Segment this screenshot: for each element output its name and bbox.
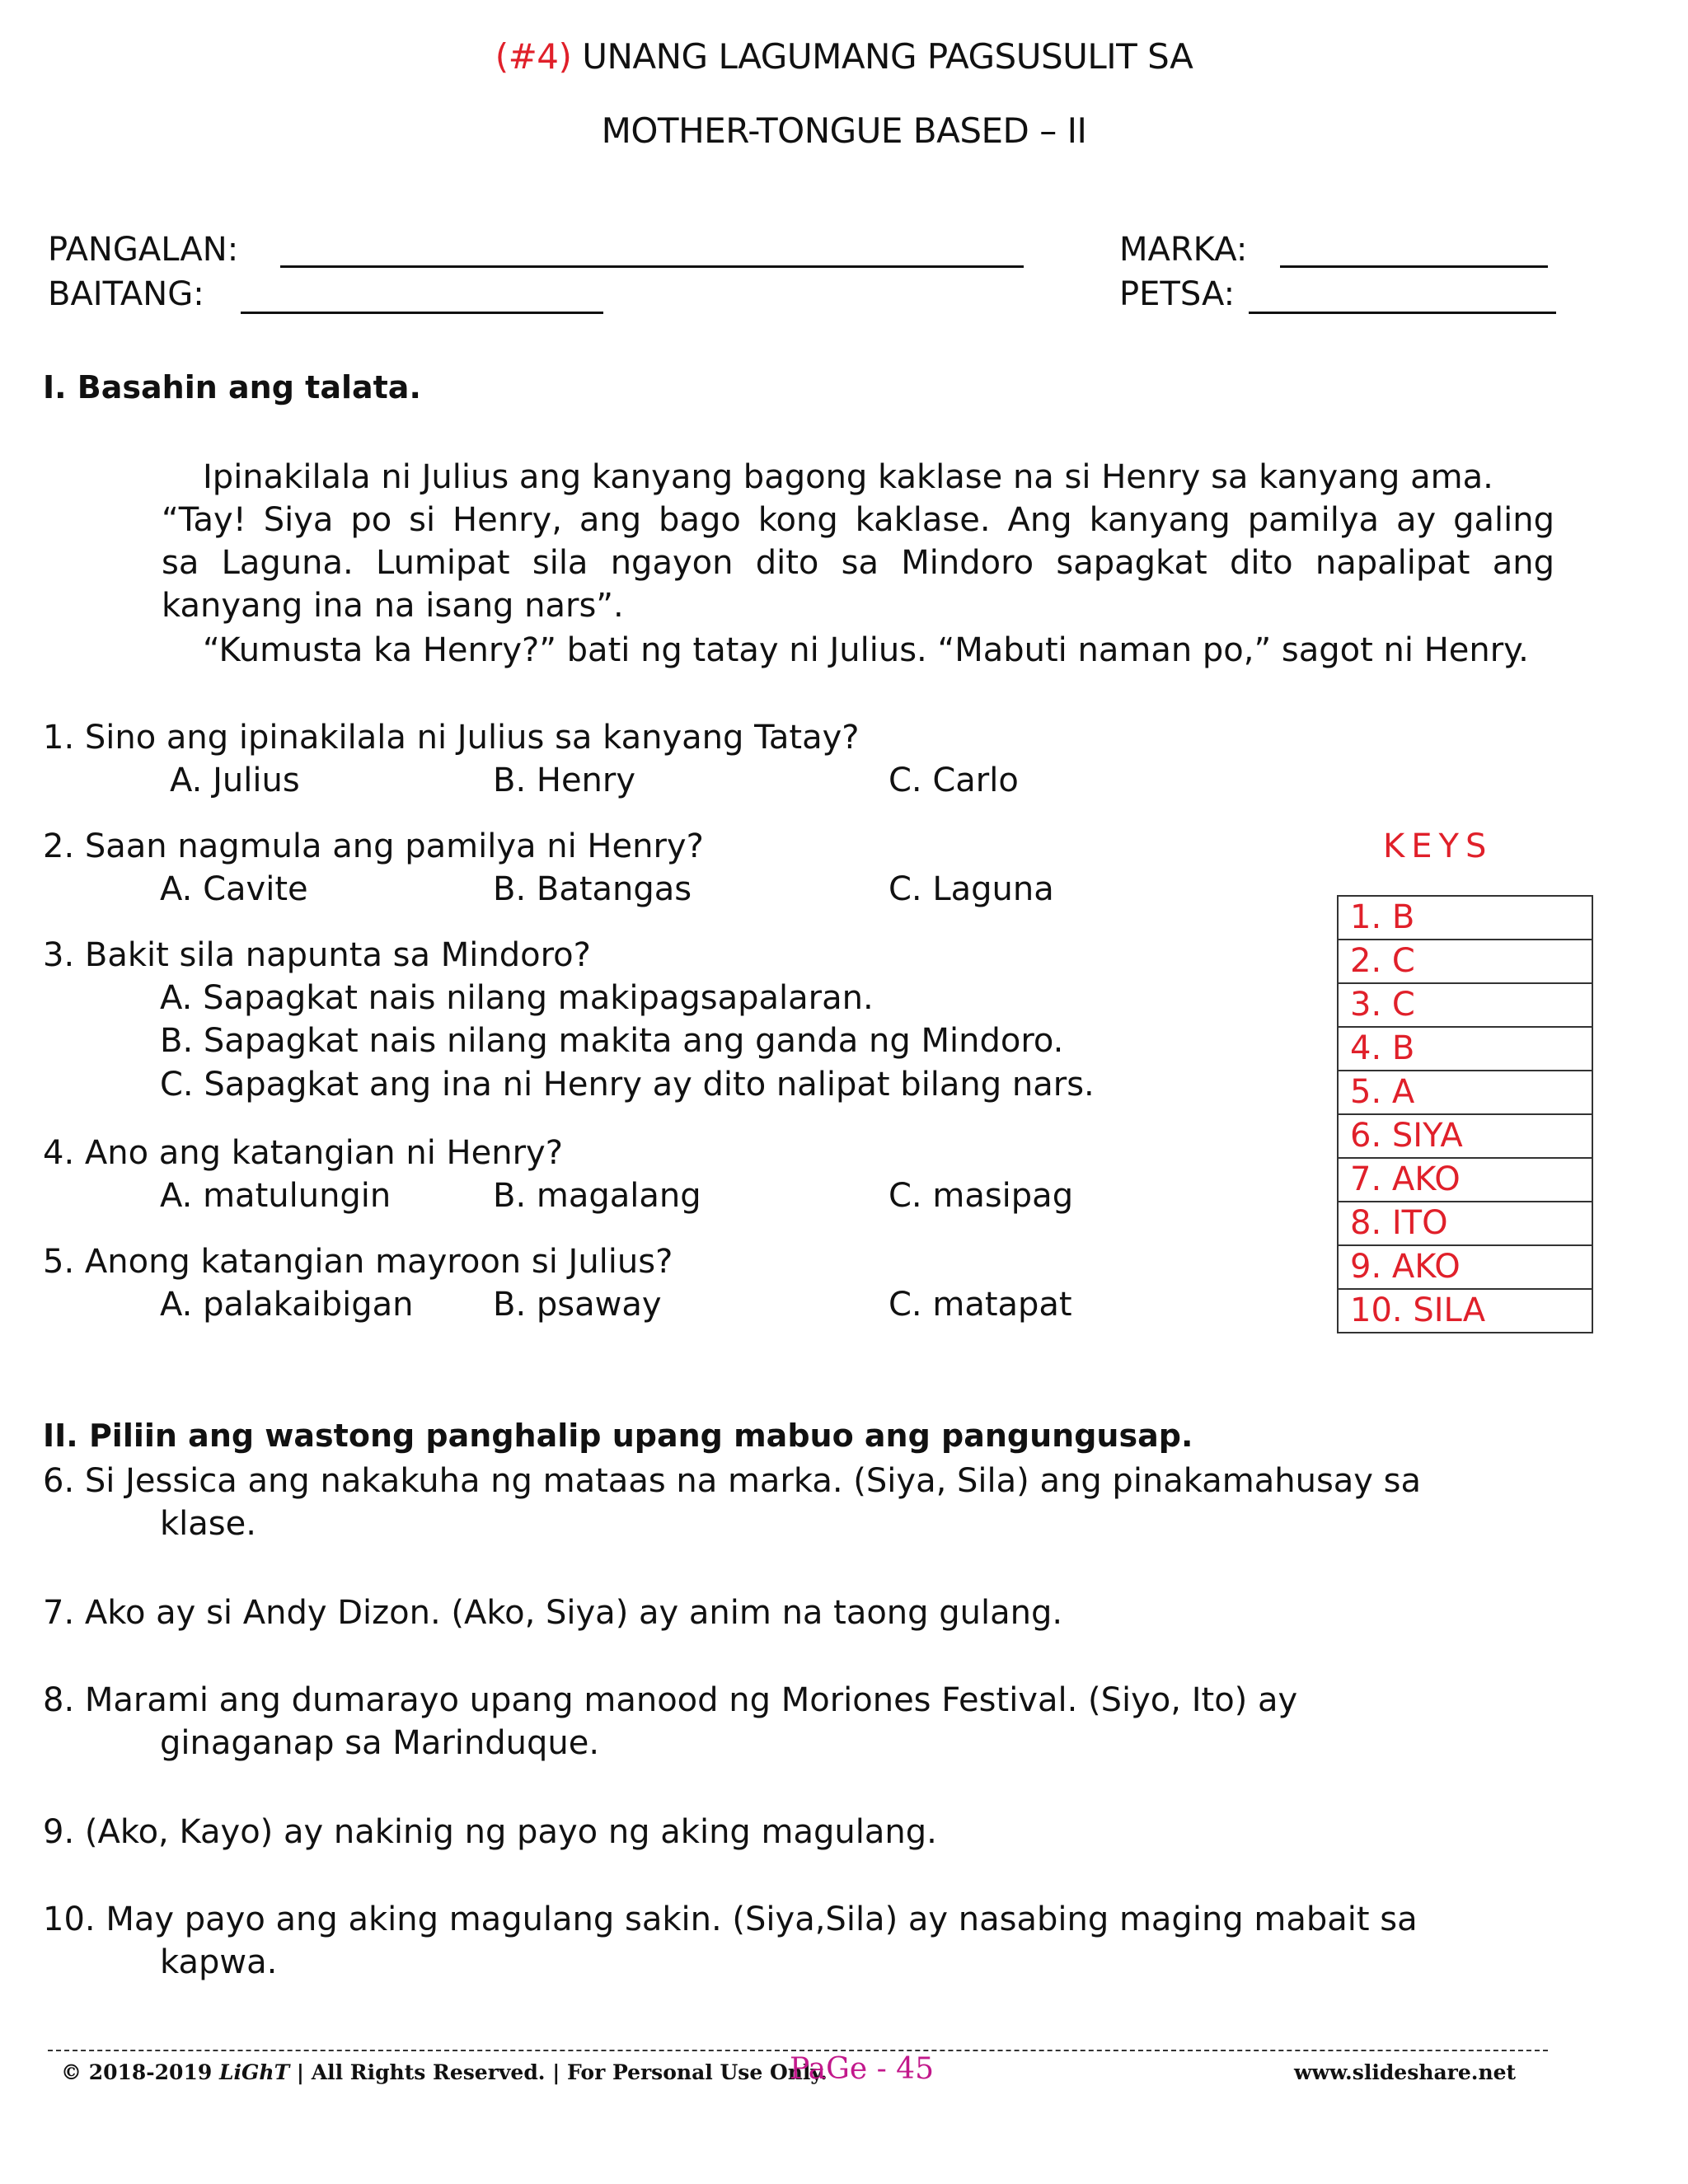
answer-key-cell: 9. AKO (1338, 1245, 1592, 1289)
answer-key-row (1338, 1245, 1592, 1289)
date-label: PETSA: (1119, 275, 1236, 313)
question-1: 1. Sino ang ipinakilala ni Julius sa kanyang Tatay? (43, 719, 860, 757)
item-10: 10. May payo ang aking magulang sakin. (Siya,Sila) ay nasabing maging mabait sa (43, 1900, 1418, 1938)
choice-4c: C. masipag (889, 1177, 1074, 1215)
choice-3b: B. Sapagkat nais nilang makita ang ganda ng Mindoro. (160, 1022, 1064, 1060)
answer-key-cell: 8. ITO (1338, 1202, 1592, 1245)
paragraph-line: kanyang ina na isang nars”. (162, 587, 624, 625)
name-label: PANGALAN: (48, 231, 239, 269)
grade-field[interactable] (241, 312, 603, 314)
item-10-cont: kapwa. (160, 1943, 278, 1981)
answer-key-cell: 4. B (1338, 1027, 1592, 1071)
item-6: 6. Si Jessica ang nakakuha ng mataas na marka. (Siya, Sila) ang pinakamahusay sa (43, 1462, 1422, 1500)
question-3: 3. Bakit sila napunta sa Mindoro? (43, 936, 591, 974)
answer-key-cell: 5. A (1338, 1071, 1592, 1114)
answer-key-cell: 3. C (1338, 983, 1592, 1027)
answer-key-cell: 7. AKO (1338, 1158, 1592, 1202)
score-field[interactable] (1280, 265, 1548, 268)
choice-1b: B. Henry (493, 762, 636, 799)
section1-heading: I. Basahin ang talata. (43, 369, 421, 405)
brand-name: LiGhT (218, 2060, 290, 2084)
answer-key-cell: 1. B (1338, 896, 1592, 940)
grade-label: BAITANG: (48, 275, 204, 313)
answer-key-cell: 6. SIYA (1338, 1114, 1592, 1158)
choice-4b: B. magalang (493, 1177, 701, 1215)
keys-title: KEYS (1383, 827, 1493, 865)
answer-key-row (1338, 1202, 1592, 1245)
answer-key-row (1338, 1289, 1592, 1333)
answer-key-table (1337, 895, 1593, 1333)
choice-1a: A. Julius (170, 762, 300, 799)
choice-2b: B. Batangas (493, 870, 692, 908)
item-7: 7. Ako ay si Andy Dizon. (Ako, Siya) ay anim na taong gulang. (43, 1594, 1063, 1632)
item-8: 8. Marami ang dumarayo upang manood ng Moriones Festival. (Siyo, Ito) ay (43, 1681, 1298, 1719)
paragraph-line: “Kumusta ka Henry?” bati ng tatay ni Julius. “Mabuti naman po,” sagot ni Henry. (203, 631, 1529, 669)
question-4: 4. Ano ang katangian ni Henry? (43, 1134, 563, 1172)
choice-1c: C. Carlo (889, 762, 1019, 799)
answer-key-cell: 10. SILA (1338, 1289, 1592, 1333)
copyright-text: © 2018-2019 (61, 2060, 213, 2084)
choice-3a: A. Sapagkat nais nilang makipagsapalaran. (160, 979, 874, 1017)
answer-key-row (1338, 940, 1592, 983)
date-field[interactable] (1249, 312, 1556, 314)
choice-5a: A. palakaibigan (160, 1286, 414, 1324)
worksheet-number: (#4) (495, 36, 572, 77)
answer-key-row (1338, 1071, 1592, 1114)
item-8-cont: ginaganap sa Marinduque. (160, 1724, 600, 1762)
choice-4a: A. matulungin (160, 1177, 392, 1215)
title-line1: UNANG LAGUMANG PAGSUSULIT SA (582, 36, 1193, 77)
footer-site-link[interactable]: www.slideshare.net (1294, 2060, 1517, 2084)
paragraph-line: sa Laguna. Lumipat sila ngayon dito sa Mindoro sapagkat dito napalipat ang (162, 544, 1554, 582)
item-9: 9. (Ako, Kayo) ay nakinig ng payo ng aking magulang. (43, 1813, 937, 1851)
score-label: MARKA: (1119, 231, 1248, 269)
choice-2c: C. Laguna (889, 870, 1054, 908)
choice-3c: C. Sapagkat ang ina ni Henry ay dito nalipat bilang nars. (160, 1066, 1095, 1104)
answer-key-cell: 2. C (1338, 940, 1592, 983)
worksheet-subtitle: MOTHER-TONGUE BASED – II (601, 110, 1087, 151)
choice-2a: A. Cavite (160, 870, 308, 908)
footer-divider (48, 2050, 1548, 2051)
page-number: PaGe - 45 (790, 2052, 934, 2086)
paragraph-line: “Tay! Siya po si Henry, ang bago kong kaklase. Ang kanyang pamilya ay galing (162, 501, 1554, 539)
section2-heading: II. Piliin ang wastong panghalip upang mabuo ang pangungusap. (43, 1418, 1193, 1454)
rights-text: | All Rights Reserved. | For Personal Use Only. (296, 2060, 828, 2084)
answer-key-row (1338, 896, 1592, 940)
answer-key-row (1338, 1158, 1592, 1202)
answer-key-row (1338, 1114, 1592, 1158)
choice-5c: C. matapat (889, 1286, 1072, 1324)
choice-5b: B. psaway (493, 1286, 662, 1324)
footer-copyright (61, 2060, 828, 2084)
question-5: 5. Anong katangian mayroon si Julius? (43, 1243, 673, 1281)
worksheet-title (0, 36, 1688, 77)
answer-key-row (1338, 1027, 1592, 1071)
name-field[interactable] (280, 265, 1024, 268)
item-6-cont: klase. (160, 1505, 256, 1543)
paragraph-line: Ipinakilala ni Julius ang kanyang bagong kaklase na si Henry sa kanyang ama. (203, 458, 1493, 496)
question-2: 2. Saan nagmula ang pamilya ni Henry? (43, 827, 704, 865)
answer-key-row (1338, 983, 1592, 1027)
